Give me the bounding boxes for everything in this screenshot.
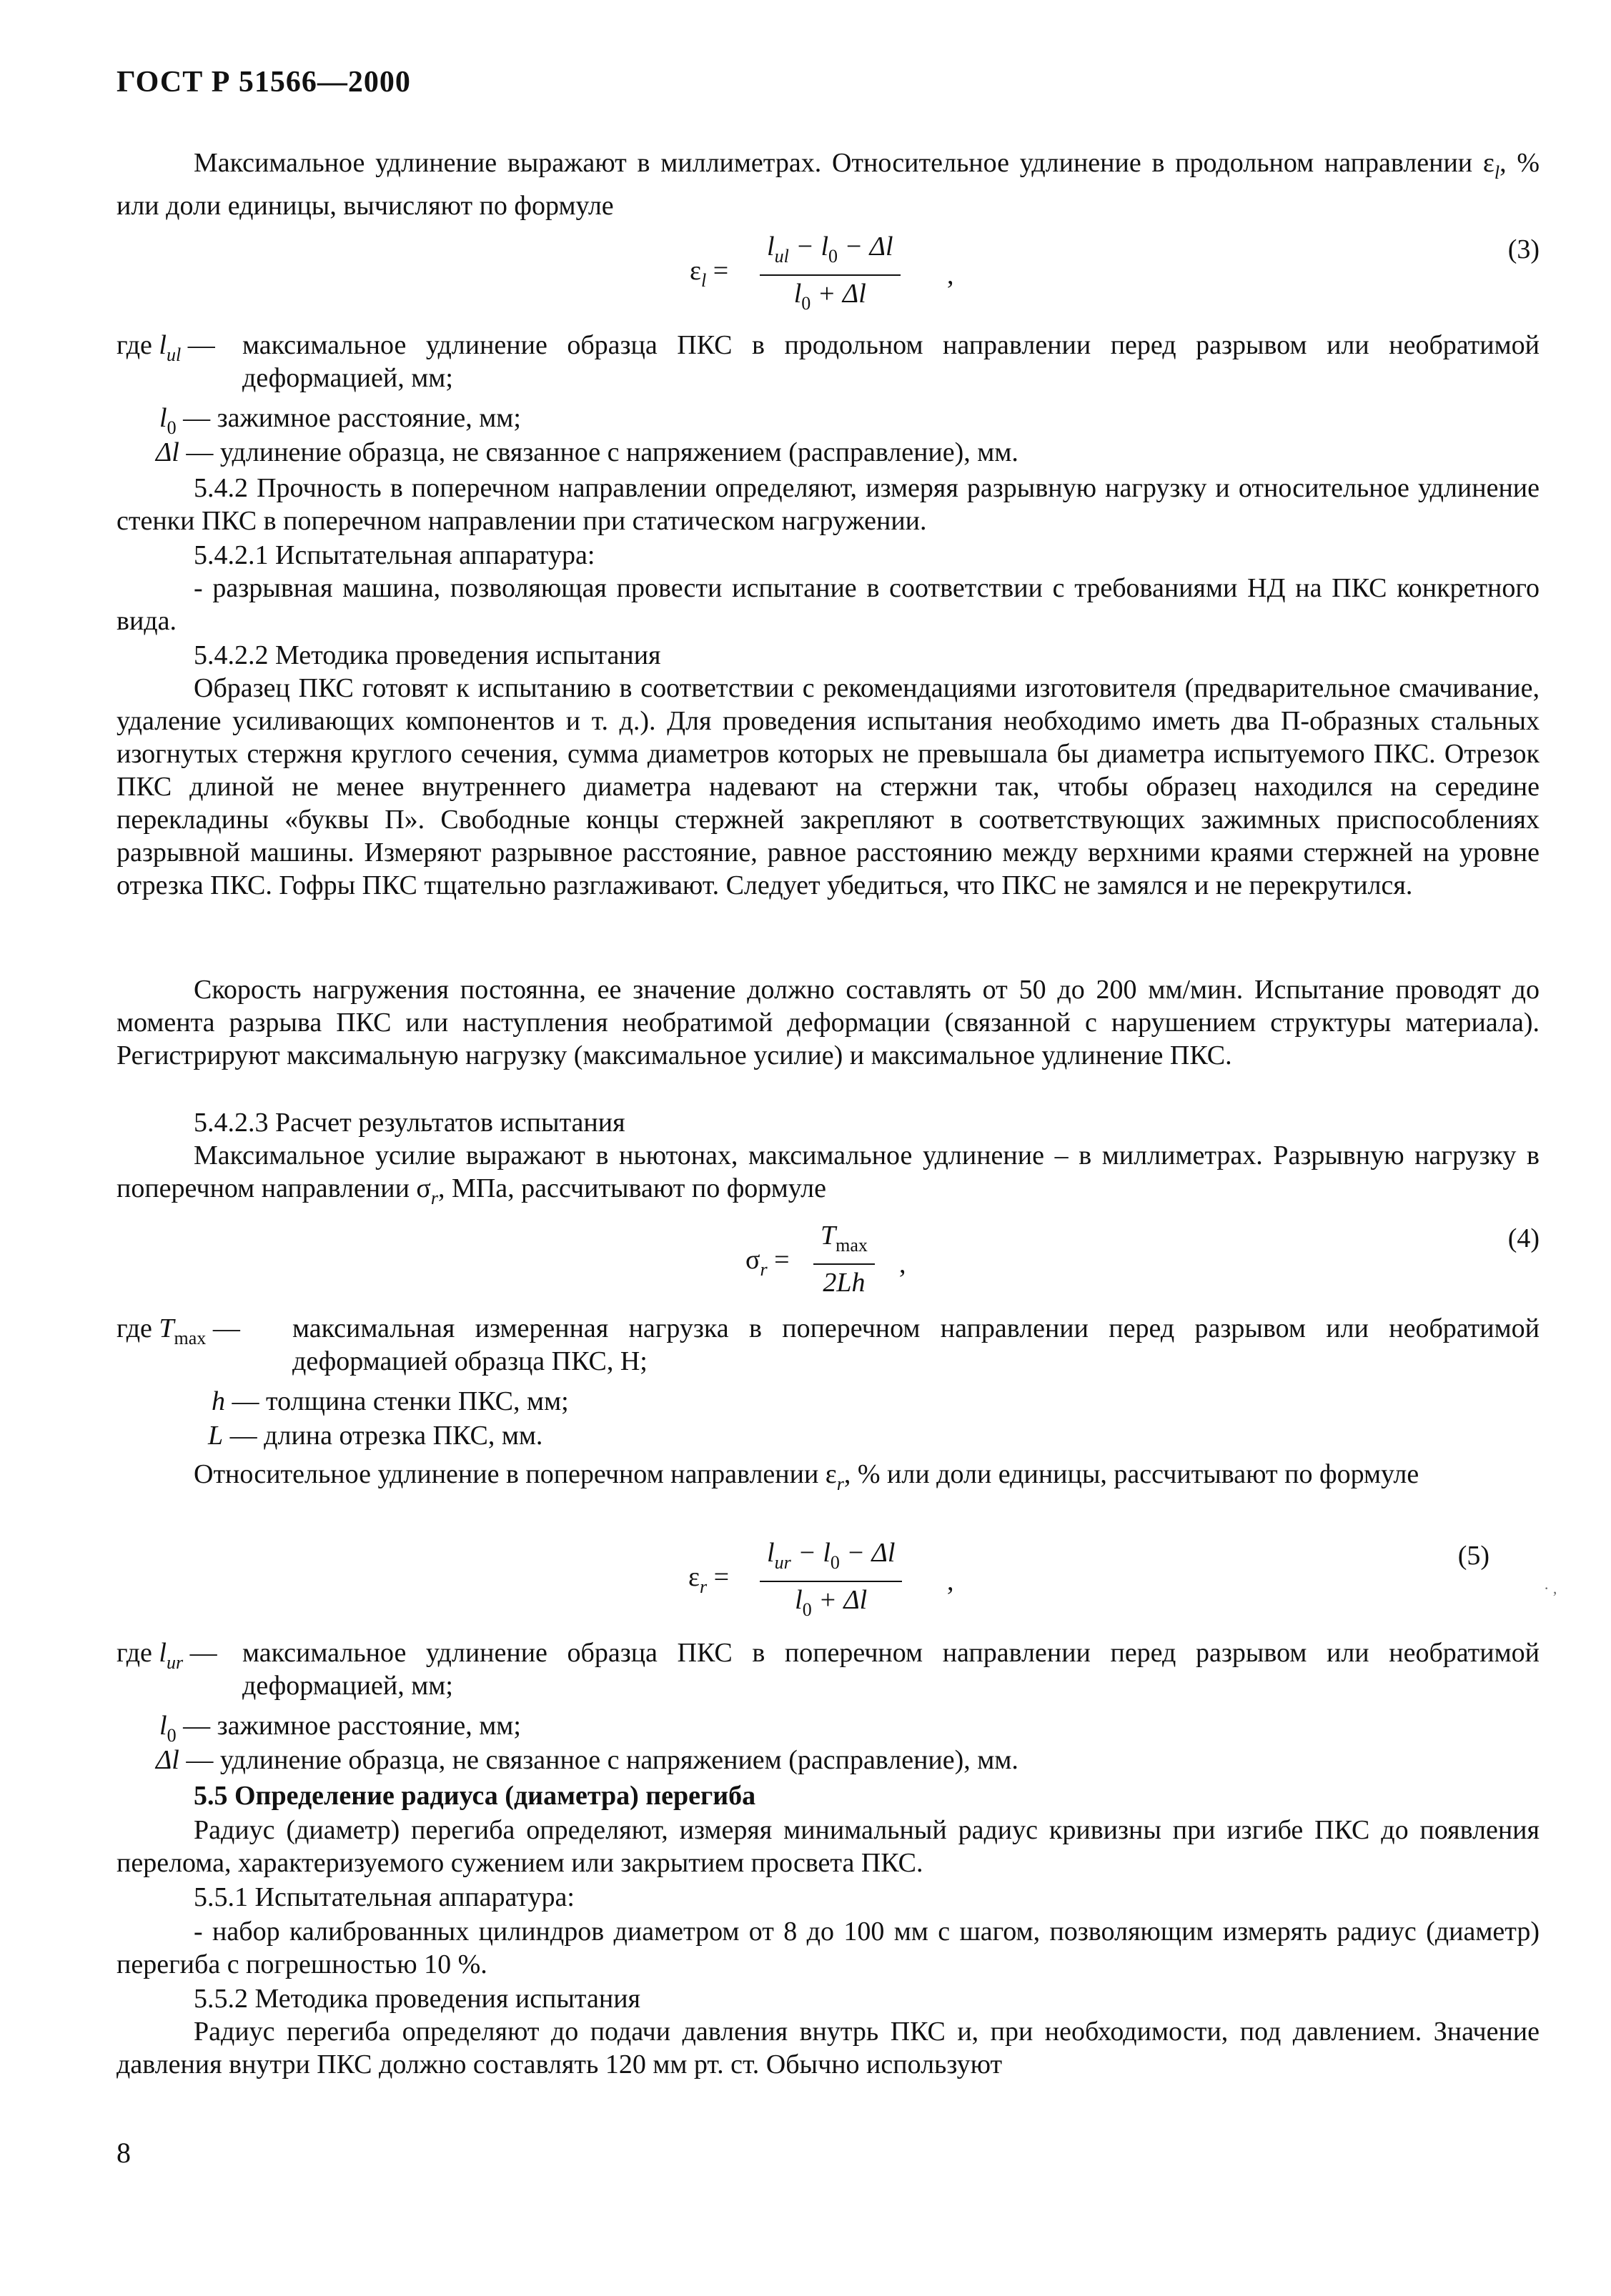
paragraph-relative-elongation: Относительное удлинение в поперечном направлении $\varepsilon_r$, % или доли единицы, рассчитывают по формуле xyxy=(194,1459,1419,1494)
document-header: ГОСТ Р 51566—2000 xyxy=(117,66,411,99)
paragraph-5-5-1-item: - набор калиброванных цилиндров диаметром от 8 до 100 мм с шагом, позволяющим измерять радиус (диаметр) перегиба с погрешностью 10 %. xyxy=(117,1917,1540,1979)
definition-t-max: где $T_{max}$ — максимальная измеренная нагрузка в поперечном направлении перед разрывом или необратимой деформацией образца ПКС, Н; xyxy=(117,1313,1540,1376)
equation-3-denominator: $l_0 + \Delta l$ xyxy=(760,274,901,320)
equation-5-numerator: $l_{ur} - l_0 - \Delta l$ xyxy=(767,1538,896,1573)
equation-3-number: (3) xyxy=(1507,234,1540,264)
equation-5-lhs: $\varepsilon_r$ = xyxy=(688,1562,730,1597)
definition-h: h — толщина стенки ПКС, мм; xyxy=(212,1386,569,1416)
definition-l0: $l_0$ — зажимное расстояние, мм; xyxy=(159,403,521,438)
definition-L: L — длина отрезка ПКС, мм. xyxy=(208,1421,543,1451)
paragraph-loading-speed: Скорость нагружения постоянна, ее значение должно составлять от 50 до 200 мм/мин. Испытание проводят до момента разрыва ПКС или наступления необратимой деформации (связанной с нарушением структуры материала). Регистрируют максимальную нагрузку (максимальное усилие) и максимальное удлинение ПКС. xyxy=(117,975,1540,1070)
equation-4-fraction xyxy=(813,1219,875,1299)
equation-3-numerator: $l_{ul} - l_0 - \Delta l$ xyxy=(767,232,893,267)
equation-5: $\varepsilon_r$ = $l_{ur} - l_0 - \Delta l$ $l_0 + \Delta l$ , (5) xyxy=(117,1536,1540,1622)
paragraph-5-5-2-body: Радиус перегиба определяют до подачи давления внутрь ПКС и, при необходимости, под давлением. Значение давления внутри ПКС должно составлять 120 мм рт. ст. Обычно используют xyxy=(117,2017,1540,2079)
paragraph-5-4-2-1-item: - разрывная машина, позволяющая провести испытание в соответствии с требованиями НД на ПКС конкретного вида. xyxy=(117,573,1540,636)
paragraph-5-4-2-2-body: Образец ПКС готовят к испытанию в соответствии с рекомендациями изготовителя (предварительное смачивание, удаление усиливающих компонентов и т. д.). Для проведения испытания необходимо иметь два П-образных стальных изогнутых стержня круглого сечения, сумма диаметров которых не превышала бы диаметра испытуемого ПКС. Отрезок ПКС длиной не менее внутреннего диаметра надевают на стержни так, чтобы образец находился на середине перекладины «буквы П». Свободные концы стержней закрепляют в соответствующих зажимных приспособлениях разрывной машины. Измеряют разрывное расстояние, равное расстоянию между верхними краями стержней на уровне отрезка ПКС. Гофры ПКС тщательно разглаживают. Следует убедиться, что ПКС не замялся и не перекрутился. xyxy=(117,673,1540,900)
paragraph-5-5-1: 5.5.1 Испытательная аппаратура: xyxy=(194,1882,575,1912)
page-number: 8 xyxy=(117,2137,131,2169)
equation-4-lhs: $\sigma_r$ = xyxy=(745,1245,790,1280)
paragraph-5-4-2-1: 5.4.2.1 Испытательная аппаратура: xyxy=(194,540,595,570)
stray-marks: · , xyxy=(1544,1579,1557,1597)
equation-4-numerator: $T_{max}$ xyxy=(821,1221,868,1256)
paragraph-5-4-2-3-body: Максимальное усилие выражают в ньютонах, максимальное удлинение – в миллиметрах. Разрывную нагрузку в поперечном направлении $\sigma_r$, МПа, рассчитывают по формуле xyxy=(117,1140,1540,1208)
equation-3-fraction xyxy=(760,230,901,320)
section-heading-5-5: 5.5 Определение радиуса (диаметра) перегиба xyxy=(194,1781,756,1811)
equation-4: $\sigma_r$ = $T_{max}$ 2Lh , (4) xyxy=(745,1221,1540,1298)
paragraph-5-5-2: 5.5.2 Методика проведения испытания xyxy=(194,1984,641,2014)
definition-l-ur: где $l_{ur}$ — максимальное удлинение образца ПКС в поперечном направлении перед разрывом или необратимой деформацией, мм; xyxy=(117,1638,1540,1701)
paragraph-5-4-2-3: 5.4.2.3 Расчет результатов испытания xyxy=(194,1108,625,1138)
paragraph-5-4-2: 5.4.2 Прочность в поперечном направлении определяют, измеряя разрывную нагрузку и относительное удлинение стенки ПКС в поперечном направлении при статическом нагружении. xyxy=(117,473,1540,536)
equation-5-fraction xyxy=(760,1536,902,1626)
definition-delta-l: Δl — удлинение образца, не связанное с напряжением (расправление), мм. xyxy=(156,437,1018,467)
definition-delta-l-second: Δl — удлинение образца, не связанное с напряжением (расправление), мм. xyxy=(156,1745,1018,1775)
equation-3-lhs: $\varepsilon_l$ = xyxy=(690,256,729,291)
equation-3: $\varepsilon_l$ = $l_{ul} - l_0 - \Delta l$ $l_0 + \Delta l$ , (3) xyxy=(117,230,1540,316)
paragraph-5-4-2-2: 5.4.2.2 Методика проведения испытания xyxy=(194,640,661,670)
equation-4-denominator: 2Lh xyxy=(813,1263,875,1299)
equation-5-number: (5) xyxy=(1457,1541,1489,1571)
paragraph-5-5-body: Радиус (диаметр) перегиба определяют, измеряя минимальный радиус кривизны при изгибе ПКС до появления перелома, характеризуемого сужением или закрытием просвета ПКС. xyxy=(117,1815,1540,1878)
paragraph-max-elongation: Максимальное удлинение выражают в миллиметрах. Относительное удлинение в продольном направлении $\varepsilon_l$, % или доли единицы, вычисляют по формуле xyxy=(117,148,1540,221)
equation-4-number: (4) xyxy=(1507,1223,1540,1253)
equation-5-denominator: $l_0 + \Delta l$ xyxy=(760,1581,902,1626)
definition-l0-second: $l_0$ — зажимное расстояние, мм; xyxy=(159,1711,521,1746)
definition-l-ul: где $l_{ul}$ — максимальное удлинение образца ПКС в продольном направлении перед разрывом или необратимой деформацией, мм; xyxy=(117,330,1540,393)
